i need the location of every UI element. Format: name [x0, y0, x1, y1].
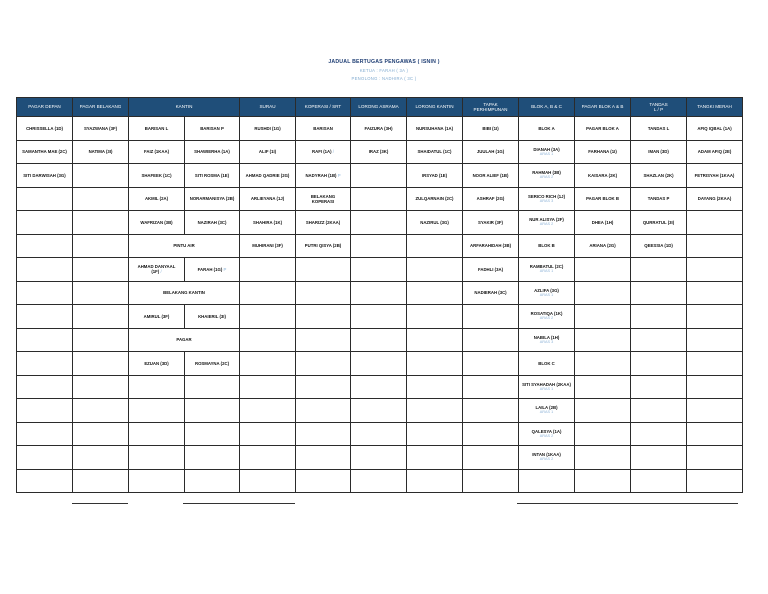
table-cell: SAMANTHA MAE (2C) [17, 140, 73, 164]
table-cell: BLOK A [519, 117, 575, 141]
table-cell [407, 281, 463, 305]
table-cell: BELAKANG KOPERASI [296, 187, 351, 211]
col-header-tandas: TANDAS L / P [631, 98, 687, 117]
col-header-surau: SURAU [240, 98, 296, 117]
duty-roster-table [16, 97, 743, 493]
table-cell: DIANAH (3A) ARAS 1 [519, 140, 575, 164]
head-prefect: KETUA : FARAH ( 3A ) [359, 68, 409, 73]
table-cell [240, 399, 296, 423]
table-cell: KHAIERIL (3I) [185, 305, 240, 329]
table-cell [17, 211, 73, 235]
table-cell [631, 422, 687, 446]
table-cell: RAHMAH (3B) ARAS 2 [519, 164, 575, 188]
table-cell: IRAZ (3K) [351, 140, 407, 164]
table-cell: BIBI (1I) [463, 117, 519, 141]
table-cell [73, 422, 129, 446]
table-cell: MUHIRANI (3F) [240, 234, 296, 258]
table-cell [185, 469, 240, 493]
table-cell [351, 258, 407, 282]
table-row [17, 258, 743, 282]
table-cell [687, 469, 743, 493]
table-cell [17, 399, 73, 423]
table-cell [17, 305, 73, 329]
table-cell [631, 281, 687, 305]
table-cell [240, 375, 296, 399]
table-row [17, 140, 743, 164]
table-cell: NUR ALISYA (2F) ARAS 2 [519, 211, 575, 235]
table-cell [17, 446, 73, 470]
table-cell [407, 234, 463, 258]
table-cell [351, 187, 407, 211]
table-cell: SYAZWANA (3F) [73, 117, 129, 141]
table-cell [17, 328, 73, 352]
table-cell [296, 328, 351, 352]
table-cell [575, 258, 631, 282]
table-cell [351, 446, 407, 470]
table-cell: QURRATUL (3I) [631, 211, 687, 235]
table-cell [296, 305, 351, 329]
table-row [17, 211, 743, 235]
table-cell [575, 352, 631, 376]
table-cell [631, 352, 687, 376]
table-cell [463, 469, 519, 493]
table-cell [240, 258, 296, 282]
table-cell: SHAWIERHA (1A) [185, 140, 240, 164]
table-cell [687, 328, 743, 352]
divider [517, 503, 738, 504]
table-cell: NAZIRUL (3G) [407, 211, 463, 235]
table-cell [687, 211, 743, 235]
table-cell: BARISAN [296, 117, 351, 141]
table-cell [240, 446, 296, 470]
table-cell [17, 187, 73, 211]
col-header-pagar-blok: PAGAR BLOK A & B [575, 98, 631, 117]
table-cell [351, 352, 407, 376]
table-cell [296, 258, 351, 282]
table-cell [463, 422, 519, 446]
table-cell: AFIQ IQBAL (1A) [687, 117, 743, 141]
table-row [17, 446, 743, 470]
table-cell [463, 328, 519, 352]
table-cell: RAMBATUL (2C) ARAS 1 [519, 258, 575, 282]
table-cell: SHAFEEK (1C) [129, 164, 185, 188]
table-cell: WAFRIZAN (3B) [129, 211, 185, 235]
table-cell: JUULAH (1G) [463, 140, 519, 164]
table-cell: NABILA (1H) ARAS 3 [519, 328, 575, 352]
table-cell [631, 399, 687, 423]
table-cell [687, 305, 743, 329]
table-cell: AKMIL (2A) [129, 187, 185, 211]
table-cell [17, 352, 73, 376]
table-cell [463, 446, 519, 470]
table-cell [463, 305, 519, 329]
table-cell [296, 352, 351, 376]
table-cell [631, 328, 687, 352]
table-cell [73, 258, 129, 282]
table-cell: ASHRAF (2G) [463, 187, 519, 211]
table-cell [575, 446, 631, 470]
table-row [17, 422, 743, 446]
table-cell [687, 399, 743, 423]
table-cell [296, 281, 351, 305]
signature-line [183, 503, 295, 504]
col-header-lorong-asrama: LORONG ASRAMA [351, 98, 407, 117]
table-cell: BLOK B [519, 234, 575, 258]
table-cell: TANDAS P [631, 187, 687, 211]
table-cell: IMAN (3D) [631, 140, 687, 164]
table-cell: AZLIFA (3G) ARAS 1 [519, 281, 575, 305]
table-cell [73, 211, 129, 235]
table-cell [351, 164, 407, 188]
table-row [17, 375, 743, 399]
table-cell [296, 399, 351, 423]
table-cell: CHRISSELLA (1D) [17, 117, 73, 141]
table-cell [575, 399, 631, 423]
table-cell [631, 258, 687, 282]
table-cell [73, 328, 129, 352]
table-cell [575, 422, 631, 446]
table-cell: INTAN (1KAA) ARAS 2 [519, 446, 575, 470]
table-row [17, 328, 743, 352]
table-cell: SHAZLAN (2K) [631, 164, 687, 188]
table-cell [296, 469, 351, 493]
table-cell: FARAH (1G) P [185, 258, 240, 282]
table-cell [351, 469, 407, 493]
table-cell [17, 281, 73, 305]
table-cell [575, 281, 631, 305]
table-cell: FAIZ (1KAA) [129, 140, 185, 164]
table-cell: ALIF (1I) [240, 140, 296, 164]
table-cell [407, 469, 463, 493]
col-header-tangki-merah: TANGKI MERAH [687, 98, 743, 117]
table-cell [407, 305, 463, 329]
table-cell [129, 446, 185, 470]
table-cell [240, 469, 296, 493]
table-cell [240, 328, 296, 352]
table-cell [73, 281, 129, 305]
table-row [17, 234, 743, 258]
table-cell [129, 422, 185, 446]
table-cell [17, 258, 73, 282]
table-cell: ADAM AFIQ (2E) [687, 140, 743, 164]
col-header-tapak-perhimpunan: TAPAK PERHIMPUNAN [463, 98, 519, 117]
table-cell [240, 281, 296, 305]
table-cell: ARLIEYANA (1J) [240, 187, 296, 211]
table-row [17, 117, 743, 141]
table-cell: FETRISYAH (1KAA) [687, 164, 743, 188]
table-cell: SHARIZZ (2KAA) [296, 211, 351, 235]
table-cell: IRSYAD (1E) [407, 164, 463, 188]
table-cell: AHMAD QADRIE (2G) [240, 164, 296, 188]
table-cell [296, 446, 351, 470]
table-cell [687, 446, 743, 470]
table-cell: SITI ROSMA (1E) [185, 164, 240, 188]
col-header-kantin: KANTIN [129, 98, 240, 117]
table-cell [687, 352, 743, 376]
table-cell: DHEA (1H) [575, 211, 631, 235]
table-cell [407, 258, 463, 282]
table-cell: NADYRAH (1B) P [296, 164, 351, 188]
table-cell: DAYANG (2KAA) [687, 187, 743, 211]
table-cell [687, 422, 743, 446]
table-cell [73, 352, 129, 376]
table-cell: NURSUHANA (1A) [407, 117, 463, 141]
table-cell [240, 352, 296, 376]
table-cell [463, 375, 519, 399]
table-cell [17, 469, 73, 493]
table-cell [575, 328, 631, 352]
table-cell [463, 399, 519, 423]
table-row [17, 352, 743, 376]
table-cell [185, 446, 240, 470]
table-cell: NATIMA (3I) [73, 140, 129, 164]
table-cell [631, 305, 687, 329]
table-cell [463, 352, 519, 376]
table-cell [73, 305, 129, 329]
table-cell [73, 446, 129, 470]
table-cell [73, 234, 129, 258]
table-cell: QEESSIA (1D) [631, 234, 687, 258]
table-cell [631, 446, 687, 470]
table-row [17, 469, 743, 493]
table-cell: PINTU AIR [129, 234, 240, 258]
table-cell [296, 375, 351, 399]
table-cell [73, 164, 129, 188]
table-cell: BLOK C [519, 352, 575, 376]
table-row [17, 281, 743, 305]
table-cell: FAIZURA (3H) [351, 117, 407, 141]
table-cell [17, 375, 73, 399]
table-cell [407, 375, 463, 399]
table-cell [185, 399, 240, 423]
table-cell [575, 469, 631, 493]
table-cell [296, 422, 351, 446]
table-cell [687, 375, 743, 399]
table-cell [17, 234, 73, 258]
table-cell: NORARMANISYA (2B) [185, 187, 240, 211]
table-cell [575, 305, 631, 329]
table-cell [73, 375, 129, 399]
table-cell [407, 422, 463, 446]
table-cell [73, 399, 129, 423]
table-cell [407, 446, 463, 470]
table-cell [687, 234, 743, 258]
table-cell: SERICO RICH (1J) ARAS 3 [519, 187, 575, 211]
table-cell: BARISAN L [129, 117, 185, 141]
table-cell: ARIANA (2G) [575, 234, 631, 258]
table-cell: SITI DARWISAH (3G) [17, 164, 73, 188]
table-row [17, 305, 743, 329]
col-header-pagar-belakang: PAGAR BELAKANG [73, 98, 129, 117]
col-header-blok-abc: BLOK A, B & C [519, 98, 575, 117]
col-header-lorong-kantin: LORONG KANTIN [407, 98, 463, 117]
table-cell: KAISARA (2K) [575, 164, 631, 188]
table-cell [575, 375, 631, 399]
table-cell: NAZIRAH (3C) [185, 211, 240, 235]
table-cell [407, 399, 463, 423]
col-header-pagar-depan: PAGAR DEPAN [17, 98, 73, 117]
table-row [17, 164, 743, 188]
table-row [17, 399, 743, 423]
table-cell [351, 328, 407, 352]
table-cell [17, 422, 73, 446]
table-cell: SITI SYAHADAH (2KAA) ARAS 1 [519, 375, 575, 399]
header-row [17, 98, 743, 117]
table-cell: ARFARAHIDAH (3B) [463, 234, 519, 258]
table-cell [129, 469, 185, 493]
table-cell: FARHANA (1I) [575, 140, 631, 164]
signature-line [72, 503, 128, 504]
table-cell: SHAIDATUL (1C) [407, 140, 463, 164]
table-cell: PAGAR BLOK B [575, 187, 631, 211]
table-cell: BARISAN P [185, 117, 240, 141]
table-cell: PUTRI QISYA (2B) [296, 234, 351, 258]
table-cell [351, 422, 407, 446]
table-cell: LAILA (2B) ARAS 1 [519, 399, 575, 423]
table-cell [351, 234, 407, 258]
table-cell [631, 469, 687, 493]
table-cell [351, 281, 407, 305]
table-cell: SYAKIR (3F) [463, 211, 519, 235]
col-header-koperasi: KOPERASI / SRT [296, 98, 351, 117]
table-cell: PAGAR [129, 328, 240, 352]
table-cell [687, 258, 743, 282]
page-title: JADUAL BERTUGAS PENGAWAS ( ISNIN ) [328, 59, 440, 65]
table-cell [351, 305, 407, 329]
table-cell: QALESYA (1A) ARAS 2 [519, 422, 575, 446]
table-cell [631, 375, 687, 399]
table-cell: NOOR ALIEF (1B) [463, 164, 519, 188]
table-cell [185, 422, 240, 446]
table-cell [129, 375, 185, 399]
table-cell: PAGAR BLOK A [575, 117, 631, 141]
table-row [17, 187, 743, 211]
table-cell [73, 469, 129, 493]
table-cell [240, 422, 296, 446]
table-cell: FADHLI (3A) [463, 258, 519, 282]
table-cell: ZULQARNAIN (2C) [407, 187, 463, 211]
table-cell [351, 211, 407, 235]
table-cell: AHMAD DANYAAL (1F) / [129, 258, 185, 282]
table-cell [185, 375, 240, 399]
table-cell [687, 281, 743, 305]
table-cell: TANDAS L [631, 117, 687, 141]
table-cell: RAFI (1A) / [296, 140, 351, 164]
table-cell: EZUAN (3D) [129, 352, 185, 376]
table-cell [407, 328, 463, 352]
table-cell [519, 469, 575, 493]
assistant-head-prefect: PENOLONG : NADHIRA ( 3C ) [351, 76, 417, 81]
table-cell [73, 187, 129, 211]
table-cell [407, 352, 463, 376]
table-cell: AMIRUL (3F) [129, 305, 185, 329]
table-cell: SHAHIRA (1K) [240, 211, 296, 235]
table-cell: ROSATIQA (1K) ARAS 2 [519, 305, 575, 329]
table-cell: NADIERAH (3C) [463, 281, 519, 305]
table-cell: RUSHDI (1G) [240, 117, 296, 141]
table-cell: BELAKANG KANTIN [129, 281, 240, 305]
table-cell [129, 399, 185, 423]
table-cell: ROSMAYNA (2C) [185, 352, 240, 376]
table-cell [351, 399, 407, 423]
table-cell [351, 375, 407, 399]
table-cell [240, 305, 296, 329]
